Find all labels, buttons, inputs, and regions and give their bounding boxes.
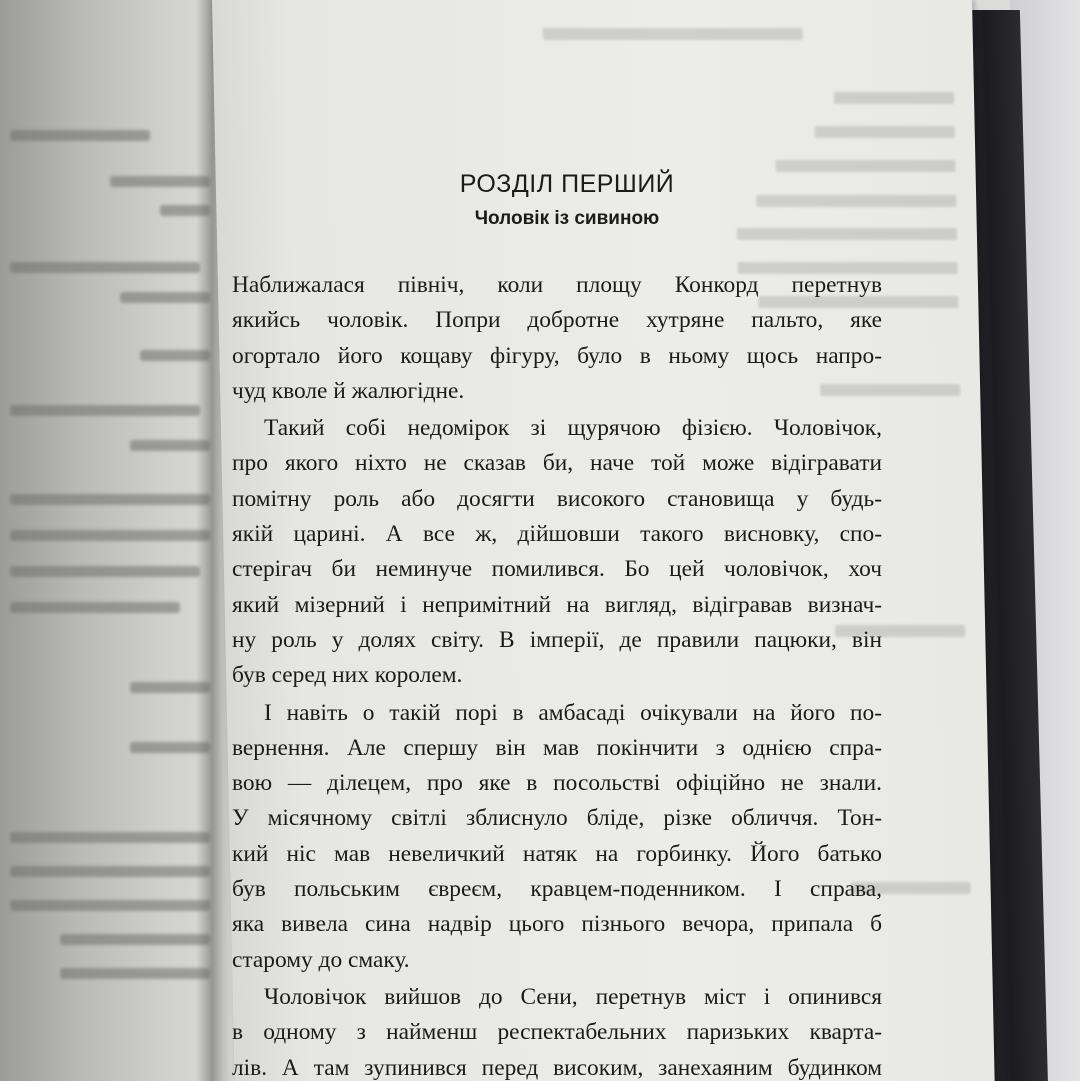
text-line: вою — ділецем, про яке в посольстві офіційно не знали.: [232, 770, 882, 797]
paragraph: [232, 268, 882, 409]
text-line: в одному з найменш респектабельних паризьких кварта-: [232, 1019, 882, 1046]
text-line: вернення. Але спершу він мав покінчити з однією спра-: [232, 734, 882, 761]
paragraph: [232, 696, 882, 978]
chapter-subtitle: Чоловік із сивиною: [474, 208, 660, 229]
text-line: був серед них королем.: [232, 662, 463, 689]
text-line: яка вивела сина надвір цього пізнього вечора, припала б: [232, 911, 882, 938]
text-line: якій царині. А все ж, дійшовши такого висновку, спо-: [232, 521, 882, 548]
text-line: стерігач би неминуче помилився. Бо цей чоловічок, хоч: [232, 556, 882, 583]
text-line: У місячному світлі зблиснуло бліде, різке обличчя. Тон-: [232, 805, 882, 832]
text-line: лів. А там зупинився перед високим, занехаяним будинком: [232, 1054, 882, 1081]
text-line: кий ніс мав невеличкий натяк на горбинку. Його батько: [232, 840, 882, 867]
left-facing-page: [0, 0, 215, 1081]
text-line: Такий собі недомірок зі щурячою фізією. Чоловічок,: [264, 415, 882, 442]
text-line: Наближалася північ, коли площу Конкорд перетнув: [232, 272, 882, 298]
text-line: огортало його кощаву фігуру, було в ньому щось напро-: [232, 342, 882, 369]
text-line: старому до смаку.: [232, 946, 410, 973]
text-line: був польським євреєм, кравцем-поденником. І справа,: [232, 876, 882, 903]
text-line: чуд кволе й жалюгідне.: [232, 377, 465, 404]
text-line: ну роль у долях світу. В імперії, де правили пацюки, він: [232, 626, 882, 653]
text-line: помітну роль або досягти високого становища у будь-: [232, 485, 882, 512]
text-line: про якого ніхто не сказав би, наче той може відігравати: [232, 450, 882, 477]
text-line: Чоловічок вийшов до Сени, перетнув міст і опинився: [264, 983, 882, 1010]
paragraph: [232, 980, 882, 1081]
text-line: який мізерний і непримітний на вигляд, відігравав визнач-: [232, 591, 882, 618]
left-page-blurred-text: [0, 0, 215, 1081]
chapter-title: РОЗДІЛ ПЕРШИЙ: [459, 170, 675, 198]
text-line: якийсь чоловік. Попри добротне хутряне пальто, яке: [232, 307, 882, 334]
text-line: І навіть о такій порі в амбасаді очікували на його по-: [264, 699, 882, 726]
chapter-text: [232, 170, 882, 1081]
paragraph: [232, 411, 882, 693]
